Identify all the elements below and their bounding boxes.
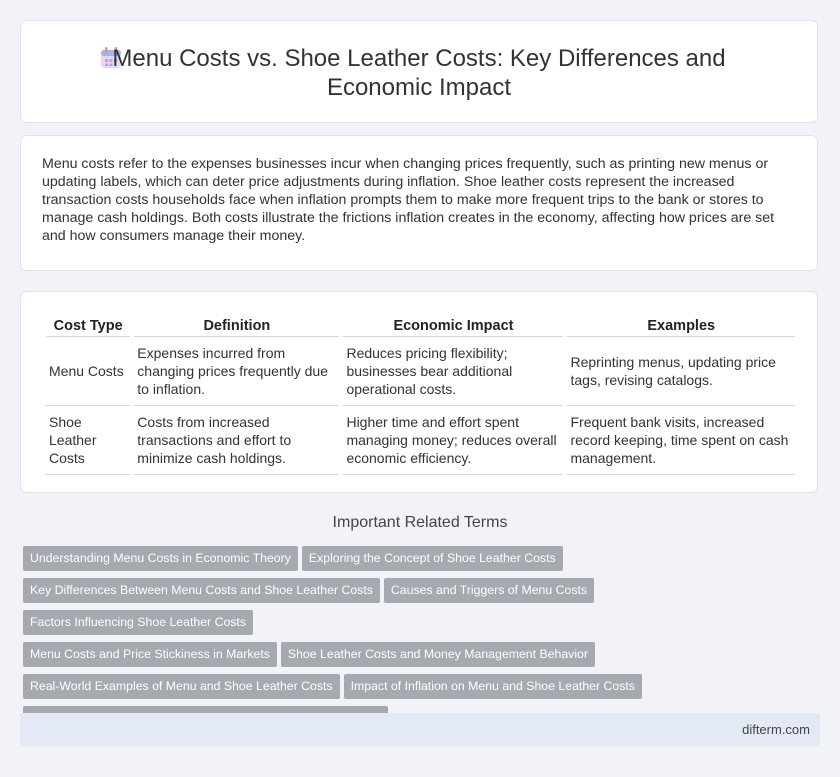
header-examples: Examples <box>567 316 795 337</box>
cell-examples: Reprinting menus, updating price tags, revising catalogs. <box>567 337 795 406</box>
related-term-tag[interactable]: Shoe Leather Costs and Money Management Behavior <box>281 642 595 667</box>
cell-examples: Frequent bank visits, increased record keeping, time spent on cash management. <box>567 406 795 475</box>
header-card <box>20 20 818 123</box>
comparison-table <box>42 316 799 475</box>
cell-definition: Costs from increased transactions and effort to minimize cash holdings. <box>134 406 339 475</box>
table-header-row <box>46 316 795 337</box>
related-term-tag[interactable]: Impact of Inflation on Menu and Shoe Leather Costs <box>344 674 642 699</box>
related-terms-heading: Important Related Terms <box>332 514 508 531</box>
footer-bar <box>20 713 820 746</box>
related-term-tag[interactable]: Causes and Triggers of Menu Costs <box>384 578 594 603</box>
related-term-tag[interactable]: Exploring the Concept of Shoe Leather Costs <box>302 546 563 571</box>
related-term-tag[interactable]: Factors Influencing Shoe Leather Costs <box>23 610 253 635</box>
cell-economic-impact: Reduces pricing flexibility; businesses bear additional operational costs. <box>343 337 563 406</box>
header-cost-type: Cost Type <box>46 316 130 337</box>
related-term-tag[interactable]: Key Differences Between Menu Costs and Shoe Leather Costs <box>23 578 380 603</box>
table-row <box>46 337 795 406</box>
intro-paragraph: Menu costs refer to the expenses businesses incur when changing prices frequently, such as printing new menus or updating labels, which can deter price adjustments during inflation. Shoe leather costs represent the increased transaction costs households face when inflation prompts them to make more frequent trips to the bank or stores to manage cash holdings. Both costs illustrate the frictions inflation creates in the economy, affecting how prices are set and how consumers manage their money. <box>42 156 775 244</box>
cell-economic-impact: Higher time and effort spent managing money; reduces overall economic efficiency. <box>343 406 563 475</box>
footer-site-link[interactable]: difterm.com <box>742 722 810 737</box>
cell-cost-type: Shoe Leather Costs <box>46 406 130 475</box>
table-row <box>46 406 795 475</box>
cell-cost-type: Menu Costs <box>46 337 130 406</box>
page-title: Menu Costs vs. Shoe Leather Costs: Key Differences and Economic Impact <box>112 45 726 101</box>
header-definition: Definition <box>134 316 339 337</box>
header-economic-impact: Economic Impact <box>343 316 563 337</box>
related-terms-list <box>23 546 823 738</box>
related-term-tag[interactable]: Understanding Menu Costs in Economic Theory <box>23 546 298 571</box>
related-term-tag[interactable]: Real-World Examples of Menu and Shoe Leather Costs <box>23 674 340 699</box>
intro-card <box>20 135 818 271</box>
cell-definition: Expenses incurred from changing prices frequently due to inflation. <box>134 337 339 406</box>
comparison-table-card <box>20 291 818 493</box>
related-term-tag[interactable]: Menu Costs and Price Stickiness in Markets <box>23 642 277 667</box>
